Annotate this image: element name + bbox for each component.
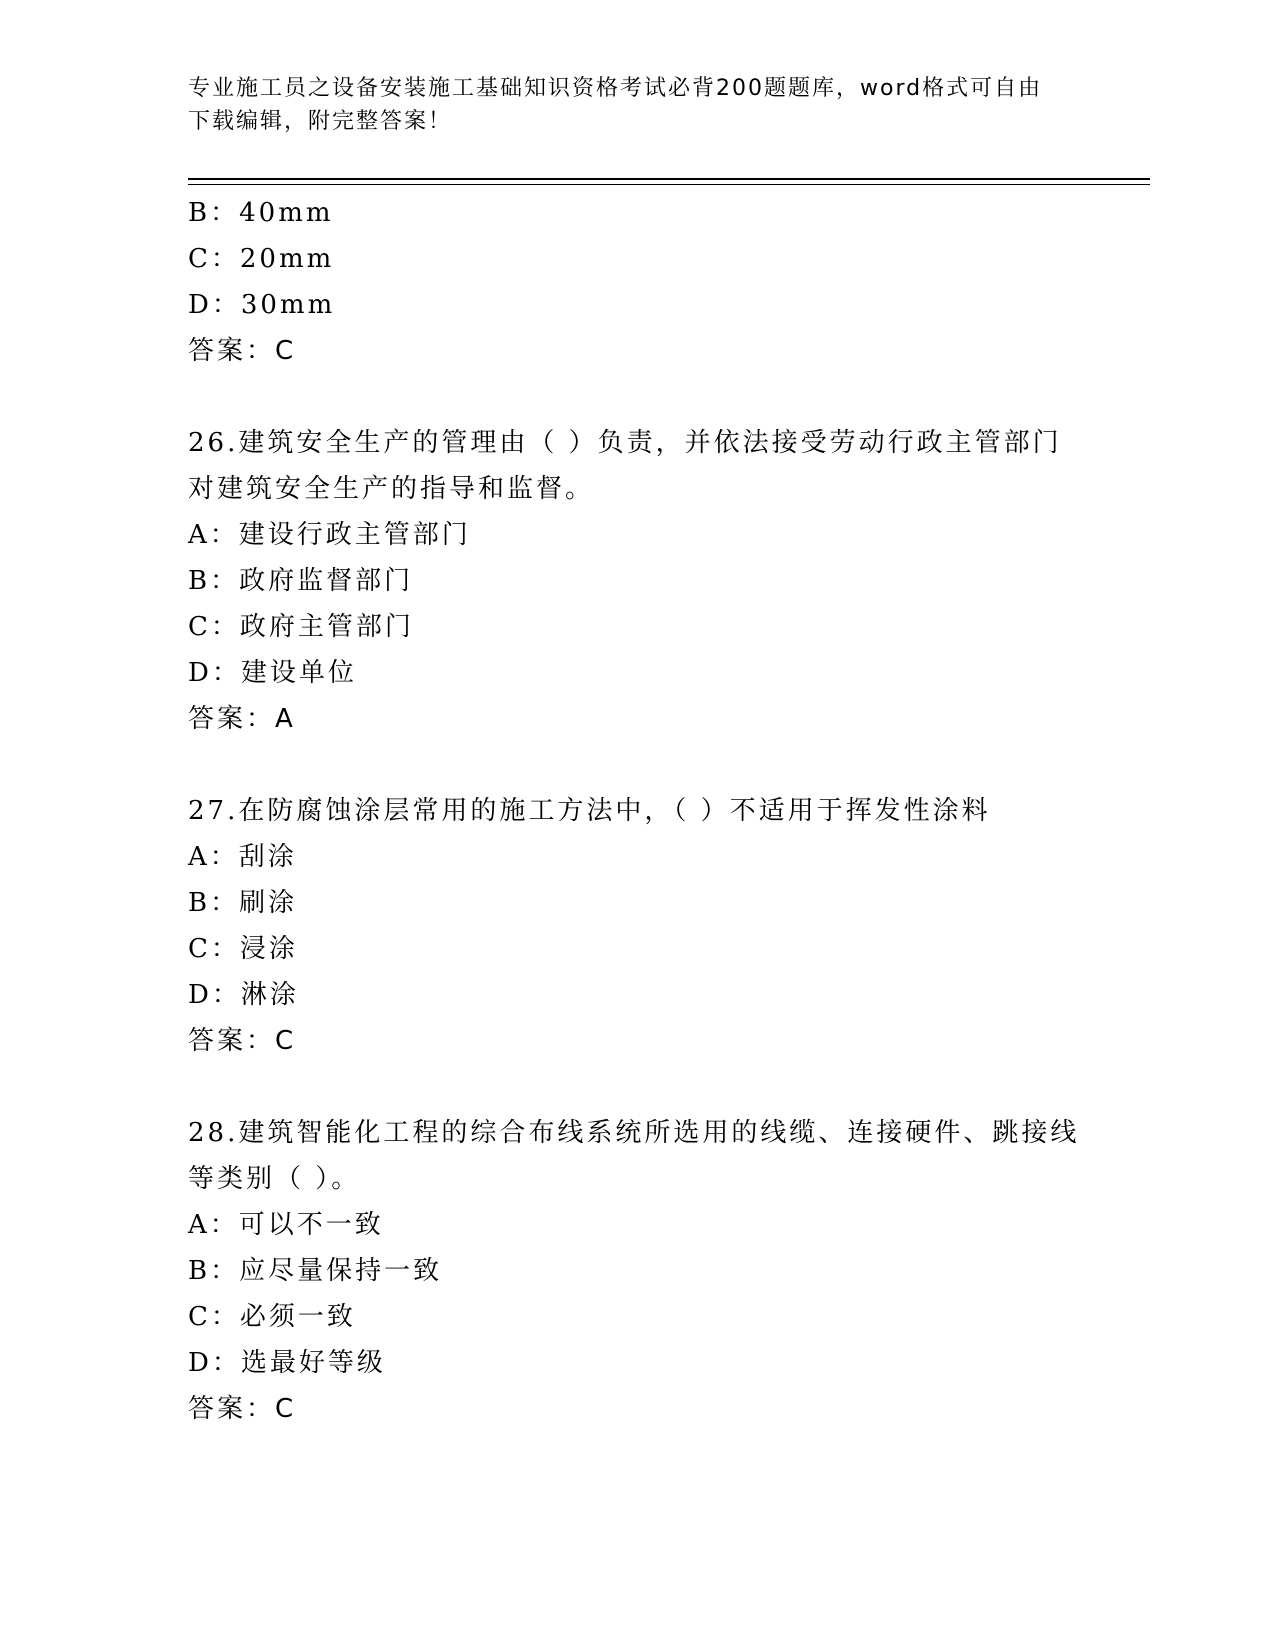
- option-b: B：政府监督部门: [188, 566, 414, 596]
- header-line-2: 下载编辑，附完整答案！: [188, 109, 453, 134]
- page-header: [188, 72, 1068, 138]
- option-b: B：40mm: [188, 198, 334, 228]
- option-b: B：刷涂: [188, 888, 298, 918]
- question-stem: 26.建筑安全生产的管理由（ ）负责，并依法接受劳动行政主管部门: [188, 428, 1062, 458]
- question-stem: 对建筑安全生产的指导和监督。: [188, 474, 595, 504]
- option-c: C：政府主管部门: [188, 612, 414, 642]
- header-rule-thick: [188, 178, 1150, 180]
- question-stem: 28.建筑智能化工程的综合布线系统所选用的线缆、连接硬件、跳接线: [188, 1118, 1080, 1148]
- option-d: D：建设单位: [188, 658, 357, 688]
- option-a: A：刮涂: [188, 842, 297, 872]
- answer-line: 答案：A: [188, 704, 296, 734]
- question-27: [188, 788, 1088, 1064]
- answer-line: 答案：C: [188, 336, 297, 366]
- header-rule-thin: [188, 184, 1150, 185]
- option-c: C：20mm: [188, 244, 335, 274]
- answer-line: 答案：C: [188, 1394, 297, 1424]
- header-line-1: 专业施工员之设备安装施工基础知识资格考试必背200题题库，word格式可自由: [188, 76, 1043, 101]
- option-a: A：可以不一致: [188, 1210, 384, 1240]
- option-a: A：建设行政主管部门: [188, 520, 471, 550]
- answer-line: 答案：C: [188, 1026, 297, 1056]
- option-d: D：淋涂: [188, 980, 299, 1010]
- question-stem: 27.在防腐蚀涂层常用的施工方法中，（ ）不适用于挥发性涂料: [188, 796, 991, 826]
- option-c: C：浸涂: [188, 934, 298, 964]
- option-d: D：30mm: [188, 290, 336, 320]
- option-d: D：选最好等级: [188, 1348, 386, 1378]
- option-c: C：必须一致: [188, 1302, 356, 1332]
- question-content: [188, 190, 1088, 1432]
- question-28: [188, 1110, 1088, 1432]
- question-26: [188, 420, 1088, 742]
- question-stem: 等类别（ ）。: [188, 1164, 361, 1194]
- option-b: B：应尽量保持一致: [188, 1256, 443, 1286]
- carryover-block: [188, 190, 1088, 374]
